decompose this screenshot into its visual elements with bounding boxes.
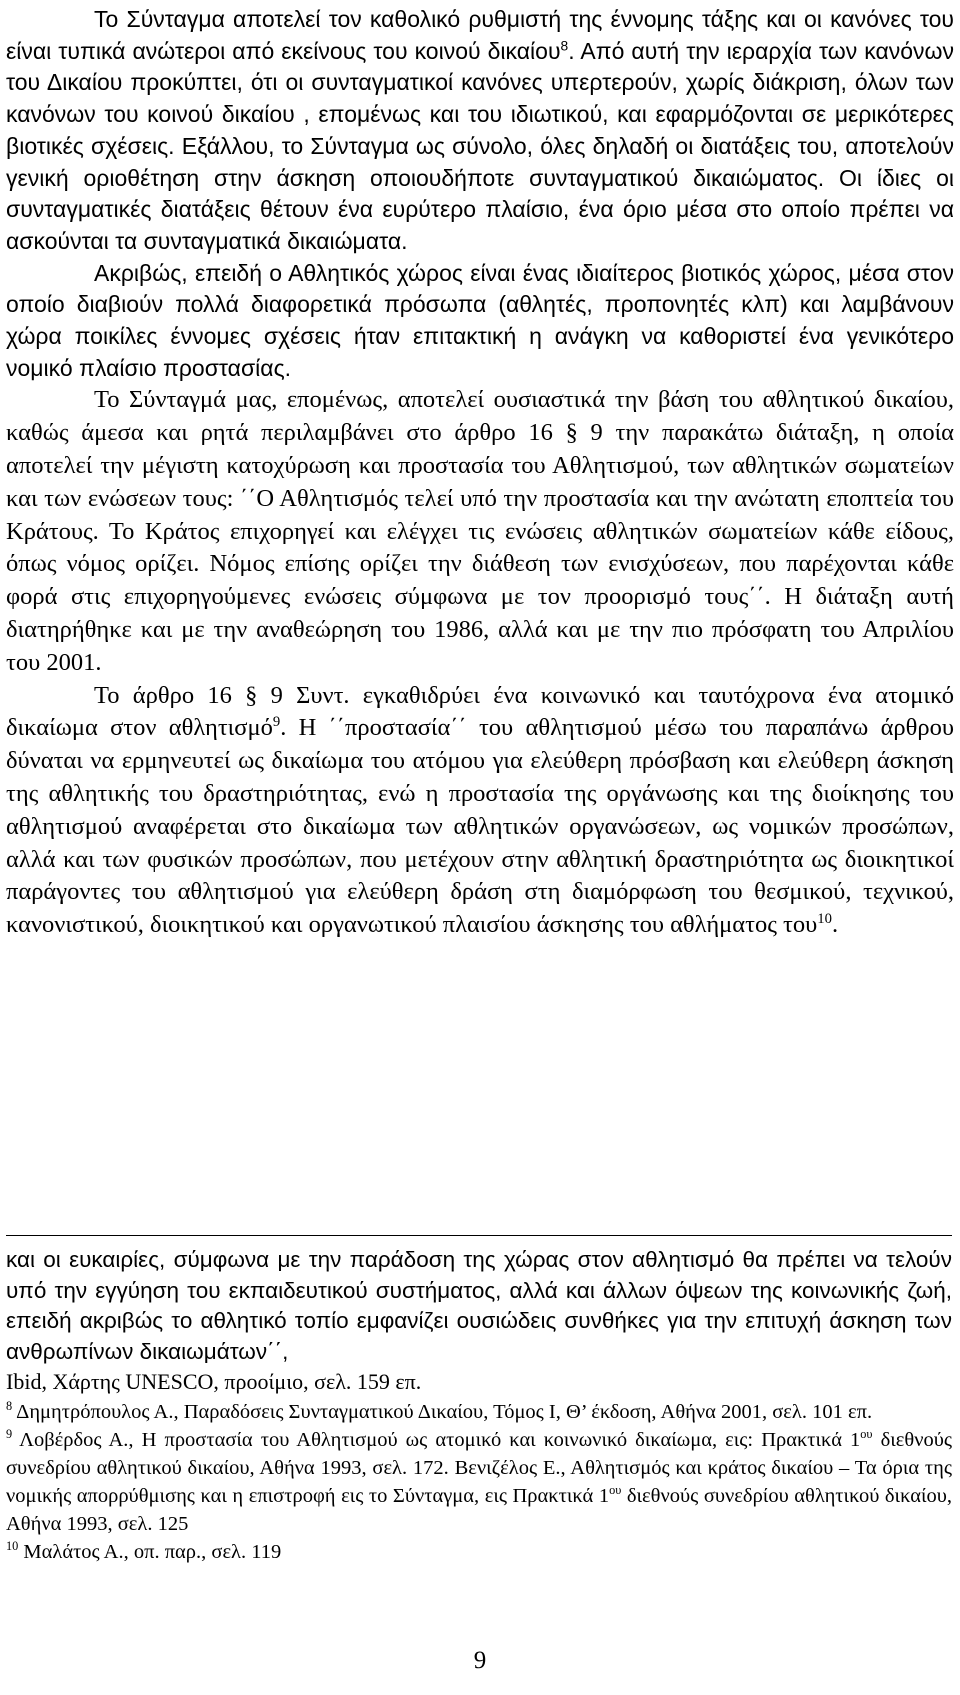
footnote-9 bbox=[6, 1426, 952, 1538]
footnote-ref-9: 9 bbox=[272, 714, 281, 731]
paragraph-2-text: Ακριβώς, επειδή ο Αθλητικός χώρος είναι ένας ιδιαίτερος βιοτικός χώρος, μέσα στον οποίο διαβιούν πολλά διαφορετικά πρόσωπα (αθλητές, προπονητές κλπ) και λαμβάνουν χώρα ποικίλες έννομες σχέσεις ήταν επιτακτική η ανάγκη να καθοριστεί ένα γενικότερο νομικό πλαίσιο προστασίας. bbox=[6, 259, 954, 381]
paragraph-1-text-cont: . Από αυτή την ιεραρχία των κανόνων του Δικαίου προκύπτει, ότι οι συνταγματικοί κανόνες υπερτερούν, χωρίς διάκριση, όλων των κανόνων του κοινού δικαίου , επομένως και του ιδιωτικού, και εφαρμόζονται σε μερικότερες βιοτικές σχέσεις. Εξάλλου, το Σύνταγμα ως σύνολο, όλες δηλαδή οι διατάξεις του, αποτελούν γενική οριοθέτηση στην άσκηση οποιουδήποτε συνταγματικού δικαιώματος. Οι ίδιες οι συνταγματικές διατάξεις θέτουν ένα ευρύτερο πλαίσιο, ένα όριο μέσα στο οποίο πρέπει να ασκούνται τα συνταγματικά δικαιώματα. bbox=[6, 37, 955, 254]
paragraph-1-text: Το Σύνταγμα αποτελεί τον καθολικό ρυθμιστή της έννομης τάξης και οι κανόνες του είναι τυπικά ανώτεροι από εκείνους του κοινού δικαίου bbox=[6, 6, 954, 64]
footnote-continuation-tail: Ibid, Χάρτης UNESCO, προοίμιο, σελ. 159 επ. bbox=[6, 1369, 422, 1394]
footnote-separator bbox=[6, 1235, 952, 1236]
ordinal-suffix: ου bbox=[860, 1426, 873, 1441]
footnote-continuation-text: και οι ευκαιρίες, σύμφωνα με την παράδοση της χώρας στον αθλητισμό θα πρέπει να τελούν υπό την εγγύηση του εκπαιδευτικού συστήματος, αλλά και άλλων όψεων της κοινωνικής ζωή, επειδή ακριβώς το αθλητικό τοπίο εμφανίζει ουσιώδεις συνθήκες για την επιτυχή άσκηση των ανθρωπίνων δικαιωμάτων΄΄, bbox=[6, 1247, 952, 1364]
footnotes bbox=[6, 1245, 952, 1566]
footnote-text: διεθνούς συνεδρίου αθλητικού δικαίου, Αθήνα 1993, σελ. 125 bbox=[6, 1484, 953, 1535]
footnote-text: Μαλάτος Α., οπ. παρ., σελ. 119 bbox=[18, 1540, 282, 1563]
paragraph-4-text-cont: . Η ΄΄προστασία΄΄ του αθλητισμού μέσω του παραπάνω άρθρου δύναται να ερμηνευτεί ως δικαίωμα του ατόμου για ελεύθερη πρόσβαση και ελεύθερη άσκηση της αθλητικής του δραστηριότητας, ενώ η προστασία της οργάνωσης και της διοίκησης του αθλητισμού αναφέρεται στο δικαίωμα των αθλητικών οργανώσεων, ως νομικών προσώπων, αλλά και των φυσικών προσώπων, που μετέχουν στην αθλητική δραστηριότητα ως διοικητικοί παράγοντες του αθλητισμού για ελεύθερη δράση στη διαμόρφωση του θεσμικού, τεχνικού, κανονιστικού, διοικητικού και οργανωτικού πλαισίου άσκησης του αθλήματος του bbox=[6, 714, 955, 939]
footnote-text: διεθνούς συνεδρίου αθλητικού δικαίου, Αθήνα 1993, σελ. 172. Βενιζέλος Ε., Αθλητισμός και κράτος δικαίου – Τα όρια της νομικής απορρύθμισης και η επιστροφή εις το Σύνταγμα, εις Πρακτικά 1 bbox=[6, 1428, 952, 1507]
paragraph-4-text-end: . bbox=[831, 911, 839, 939]
page-number: 9 bbox=[473, 1647, 487, 1674]
footnote-number: 8 bbox=[6, 1398, 13, 1413]
footnote-text: Δημητρόπουλος Α., Παραδόσεις Συνταγματικού Δικαίου, Τόμος Ι, Θ’ έκδοση, Αθήνα 2001, σελ. 101 επ. bbox=[12, 1400, 873, 1423]
footnote-8 bbox=[6, 1398, 952, 1426]
footnote-10 bbox=[6, 1538, 952, 1566]
main-text bbox=[6, 4, 954, 942]
footnote-number: 9 bbox=[6, 1426, 13, 1441]
footnote-continuation bbox=[6, 1245, 952, 1398]
paragraph-3 bbox=[6, 384, 954, 679]
paragraph-3-text: Το Σύνταγμά μας, επομένως, αποτελεί ουσιαστικά την βάση του αθλητικού δικαίου, καθώς άμεσα και ρητά περιλαμβάνει στο άρθρο 16 § 9 την παρακάτω διάταξη, η οποία αποτελεί την μέγιστη κατοχύρωση και προστασία του Αθλητισμού, των αθλητικών σωματείων και των ενώσεων τους: ΄΄Ο Αθλητισμός τελεί υπό την προστασία και την ανώτατη εποπτεία του Κράτους. Το Κράτος επιχορηγεί και ελέγχει τις ενώσεις αθλητικών σωματείων κάθε είδους, όπως νόμος ορίζει. Νόμος επίσης ορίζει την διάθεση των ενισχύσεων, που παρέχονται κάθε φορά στις επιχορηγούμενες ενώσεις σύμφωνα με τον προορισμό τους΄΄. Η διάταξη αυτή διατηρήθηκε και με την αναθεώρηση του 1986, αλλά και με την πιο πρόσφατη του Απριλίου του 2001. bbox=[6, 386, 954, 676]
footnote-text: Λοβέρδος Α., Η προστασία του Αθλητισμού ως ατομικό και κοινωνικό δικαίωμα, εις: Πρακτικά 1 bbox=[12, 1428, 861, 1451]
paragraph-2 bbox=[6, 258, 954, 385]
paragraph-4-text: Το άρθρο 16 § 9 Συντ. εγκαθιδρύει ένα κοινωνικό και ταυτόχρονα ένα ατομικό δικαίωμα στον αθλητισμό bbox=[6, 681, 954, 742]
paragraph-4 bbox=[6, 680, 954, 942]
paragraph-1 bbox=[6, 4, 954, 258]
footnote-ref-8: 8 bbox=[560, 38, 569, 54]
footnote-ref-10: 10 bbox=[817, 911, 832, 928]
ordinal-suffix: ου bbox=[609, 1482, 622, 1497]
footnote-number: 10 bbox=[6, 1538, 19, 1553]
